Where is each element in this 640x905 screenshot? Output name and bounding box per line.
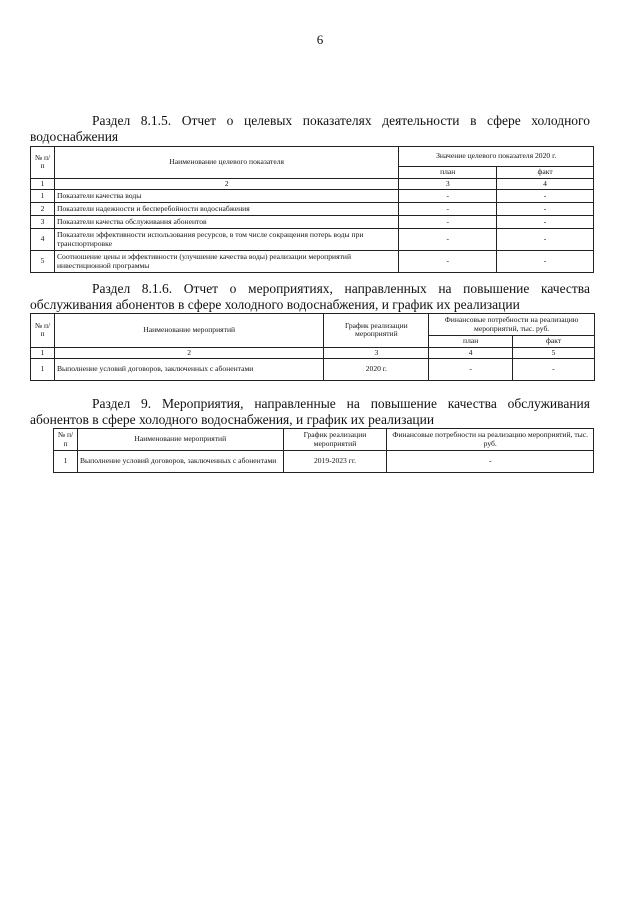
measures-report-table bbox=[30, 313, 595, 381]
header-indicator-value: Значение целевого показателя 2020 г. bbox=[399, 147, 594, 167]
table-row: 1 Показатели качества воды - - bbox=[31, 190, 594, 203]
table-index-row: 1 2 3 4 bbox=[31, 178, 594, 190]
header-finance: Финансовые потребности на реализацию мероприятий, тыс. руб. bbox=[429, 314, 595, 336]
table-row: 2 Показатели надежности и бесперебойности водоснабжения - - bbox=[31, 203, 594, 216]
page-number: 6 bbox=[316, 32, 324, 47]
section-9-title bbox=[30, 396, 590, 428]
header-schedule: График реализации мероприятий bbox=[283, 429, 387, 451]
header-fact: факт bbox=[513, 336, 595, 348]
table-index-row: 1 2 3 4 5 bbox=[31, 347, 595, 359]
section-8-1-5-title bbox=[30, 113, 590, 145]
header-indicator-name: Наименование целевого показателя bbox=[54, 147, 398, 179]
table-row: 3 Показатели качества обслуживания абонентов - - bbox=[31, 216, 594, 229]
section-title-text: Раздел 8.1.6. Отчет о мероприятиях, направленных на повышение качества обслуживания абонентов в сфере холодного водоснабжения, и график их реализации bbox=[30, 281, 590, 312]
header-num: № п/п bbox=[31, 314, 55, 348]
table-row: 1 Выполнение условий договоров, заключенных с абонентами 2020 г. - - bbox=[31, 359, 595, 381]
section-title-text: Раздел 9. Мероприятия, направленные на повышение качества обслуживания абонентов в сфере холодного водоснабжения, и график их реализации bbox=[30, 396, 590, 427]
table-row: 4 Показатели эффективности использования ресурсов, в том числе сокращения потерь воды при транспортировке - - bbox=[31, 229, 594, 251]
header-plan: план bbox=[429, 336, 513, 348]
table-row: 1 Выполнение условий договоров, заключенных с абонентами 2019-2023 гг. - bbox=[54, 451, 594, 473]
header-finance: Финансовые потребности на реализацию мероприятий, тыс. руб. bbox=[387, 429, 594, 451]
section-title-text: Раздел 8.1.5. Отчет о целевых показателях деятельности в сфере холодного водоснабжения bbox=[30, 113, 590, 144]
header-num: № п/п bbox=[54, 429, 78, 451]
section-8-1-6-title bbox=[30, 281, 590, 313]
measures-plan-table bbox=[53, 428, 594, 473]
header-num: № п/п bbox=[31, 147, 55, 179]
header-fact: факт bbox=[497, 167, 594, 179]
table-row: 5 Соотношение цены и эффективности (улучшение качества воды) реализации мероприятий инвестиционной программы - - bbox=[31, 251, 594, 273]
target-indicators-table bbox=[30, 146, 594, 273]
header-measure-name: Наименование мероприятий bbox=[54, 314, 323, 348]
header-plan: план bbox=[399, 167, 497, 179]
header-schedule: График реализации мероприятий bbox=[324, 314, 429, 348]
header-measure-name: Наименование мероприятий bbox=[77, 429, 283, 451]
